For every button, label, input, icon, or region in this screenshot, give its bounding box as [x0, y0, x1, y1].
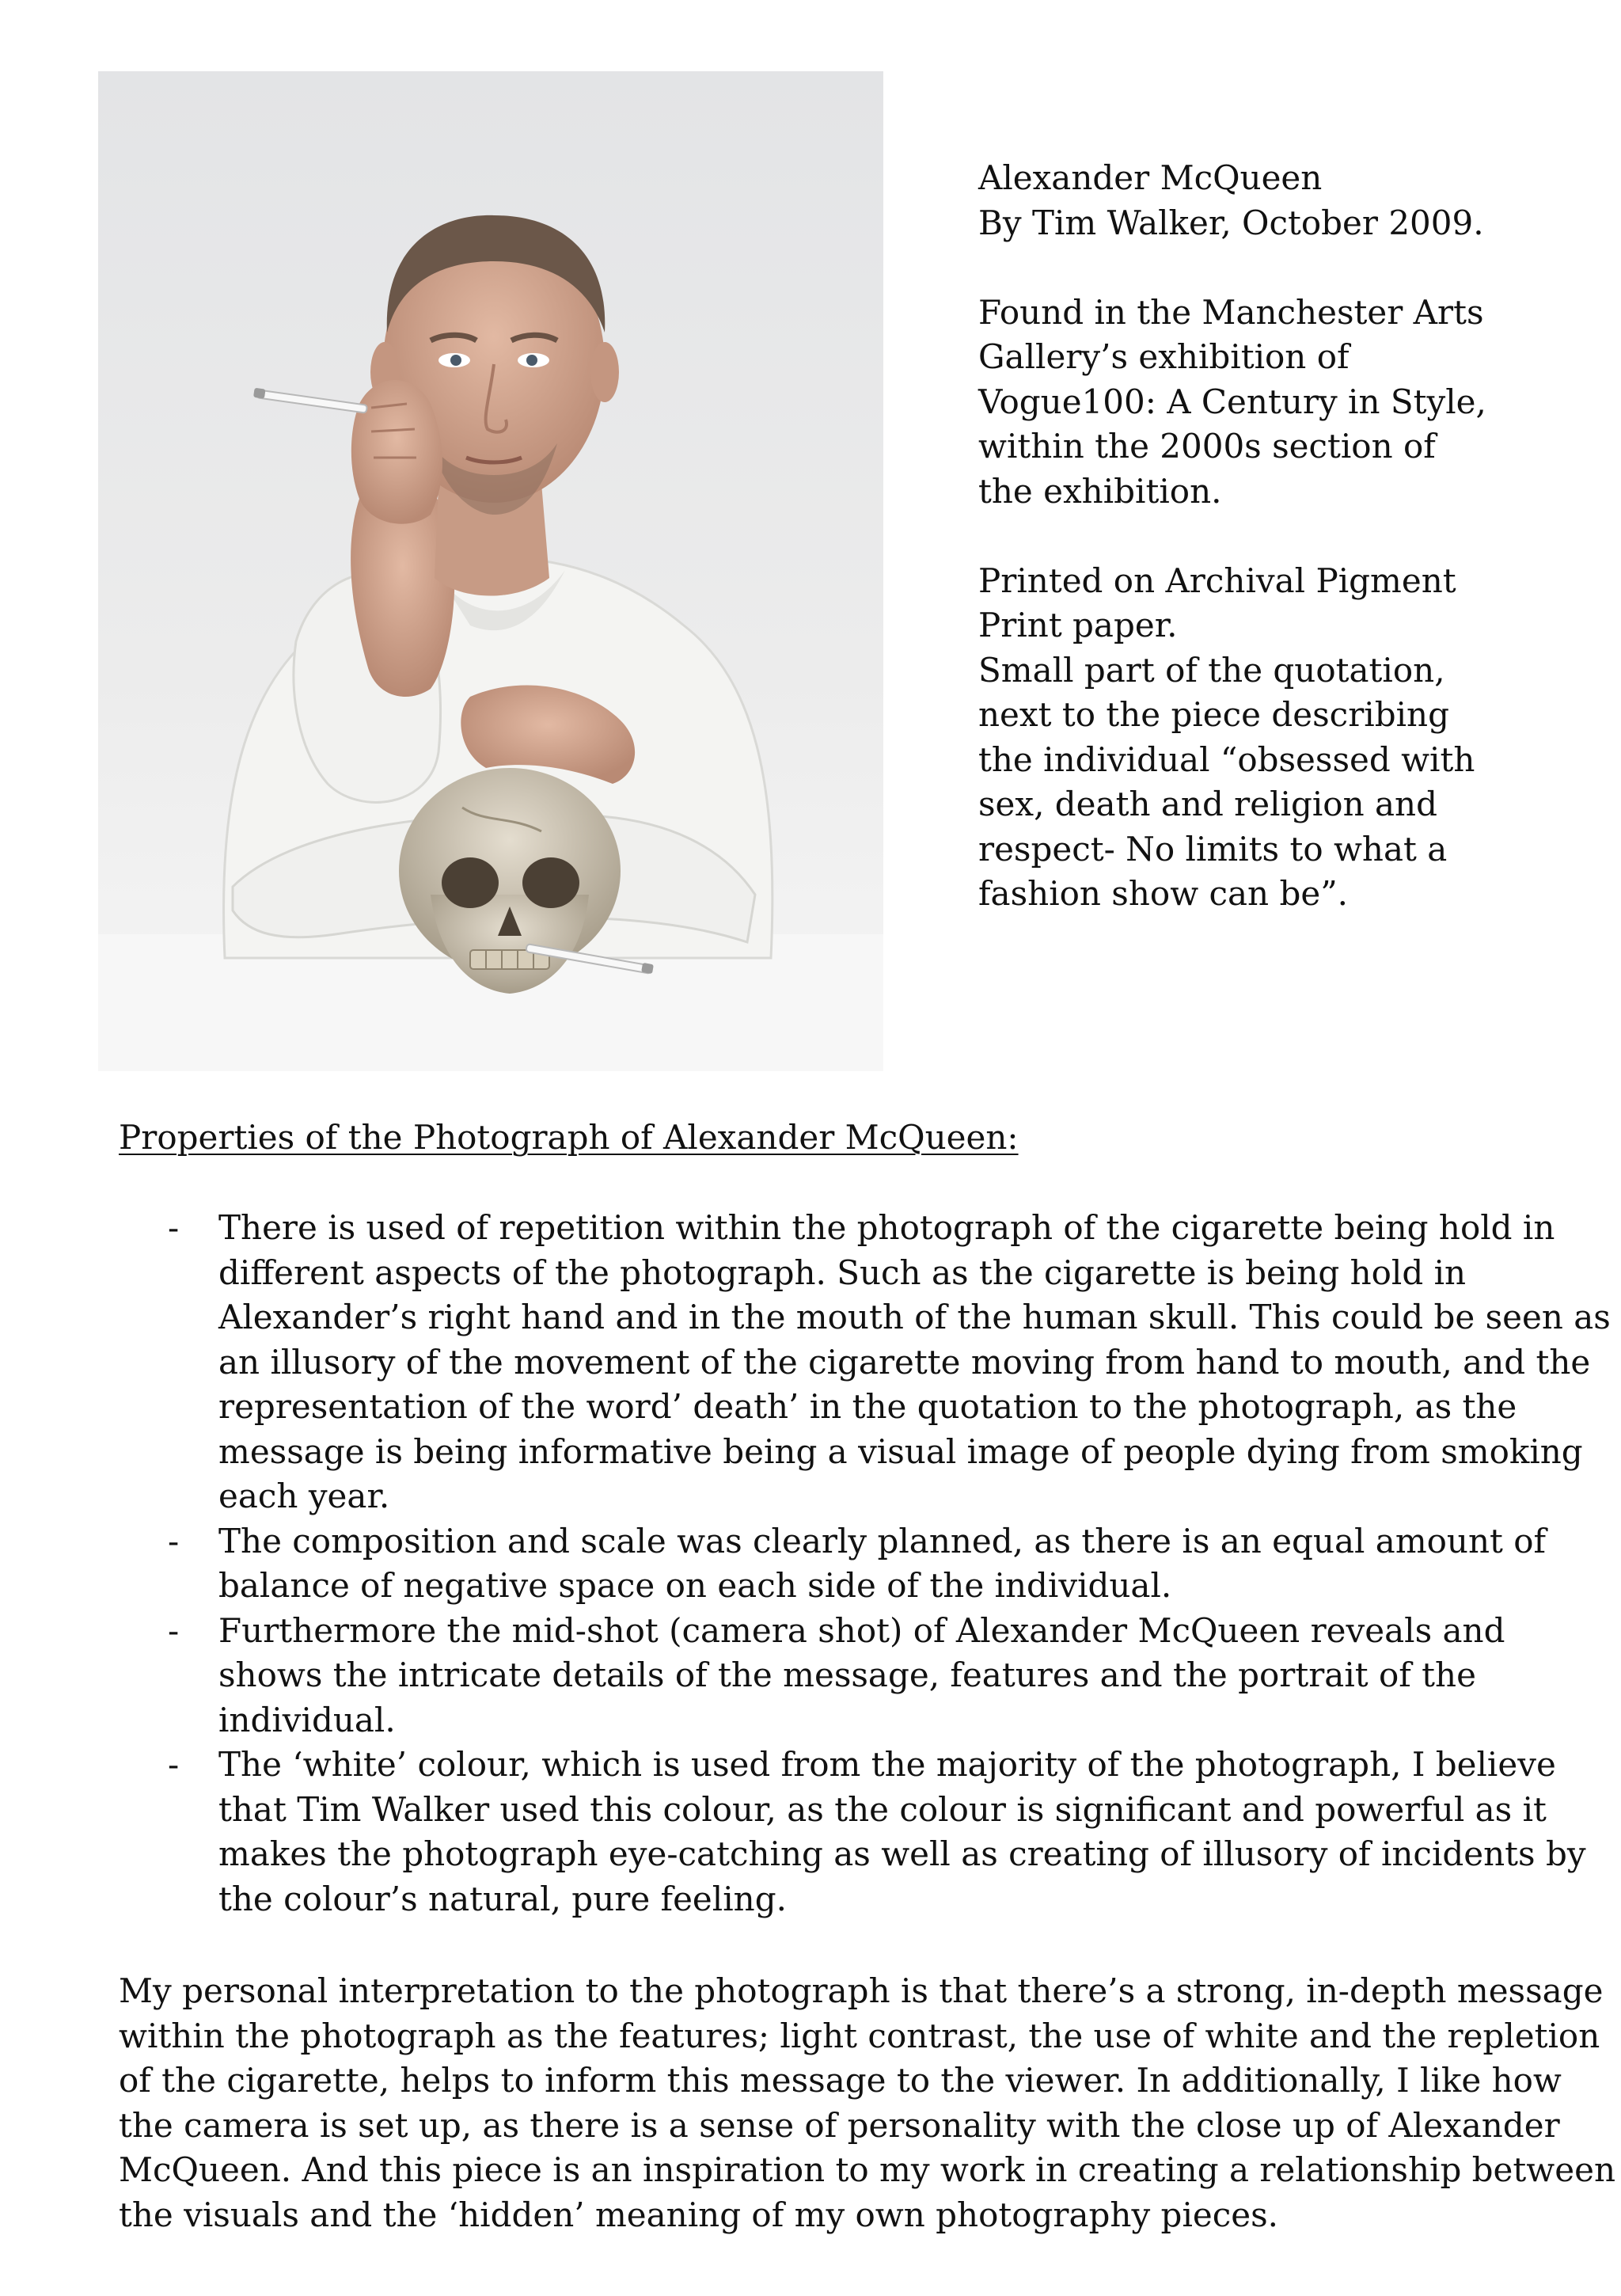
- caption-line: fashion show can be”.: [978, 874, 1349, 913]
- list-item-line: balance of negative space on each side of the individual.: [218, 1566, 1172, 1605]
- list-item: [119, 1206, 1611, 1519]
- list-item-line: makes the photograph eye-catching as well as creating of illusory of incidents by: [218, 1834, 1586, 1873]
- list-item-line: Furthermore the mid-shot (camera shot) of Alexander McQueen reveals and: [218, 1610, 1505, 1650]
- caption-spacer: [978, 514, 1564, 559]
- bullet-dash: -: [168, 1610, 180, 1650]
- list-item-line: the colour’s natural, pure feeling.: [218, 1879, 787, 1918]
- photo-caption: [978, 156, 1564, 917]
- section-heading: Properties of the Photograph of Alexander McQueen:: [119, 1118, 1019, 1157]
- caption-title: Alexander McQueen: [978, 158, 1323, 197]
- caption-line: respect- No limits to what a: [978, 829, 1448, 869]
- paragraph-line: My personal interpretation to the photograph is that there’s a strong, in-depth message: [119, 1971, 1604, 2010]
- list-item-line: an illusory of the movement of the cigarette moving from hand to mouth, and the: [218, 1342, 1591, 1382]
- list-item-line: that Tim Walker used this colour, as the colour is significant and powerful as it: [218, 1789, 1547, 1829]
- list-item-line: Alexander’s right hand and in the mouth of the human skull. This could be seen as: [218, 1298, 1611, 1336]
- caption-line: Gallery’s exhibition of: [978, 337, 1350, 376]
- interpretation-paragraph: [119, 1969, 1616, 2237]
- list-item-line: shows the intricate details of the message, features and the portrait of the: [218, 1655, 1476, 1694]
- caption-line: the exhibition.: [978, 471, 1222, 511]
- list-item-line: message is being informative being a visual image of people dying from smoking: [218, 1431, 1583, 1471]
- bullet-dash: -: [168, 1745, 180, 1784]
- paragraph-line: McQueen. And this piece is an inspiration to my work in creating a relationship between: [119, 2150, 1616, 2189]
- caption-line: Vogue100: A Century in Style,: [978, 382, 1486, 421]
- caption-line: the individual “obsessed with: [978, 739, 1475, 779]
- caption-line: Print paper.: [978, 606, 1178, 644]
- list-item-line: There is used of repetition within the photograph of the cigarette being hold in: [218, 1208, 1555, 1247]
- bullet-dash: -: [168, 1521, 180, 1560]
- paragraph-line: within the photograph as the features; light contrast, the use of white and the repletion: [119, 2016, 1600, 2055]
- list-item: [119, 1519, 1591, 1609]
- list-item-line: The ‘white’ colour, which is used from the majority of the photograph, I believe: [218, 1745, 1556, 1784]
- list-item-line: representation of the word’ death’ in the quotation to the photograph, as the: [218, 1387, 1517, 1426]
- caption-line: Found in the Manchester Arts: [978, 292, 1484, 332]
- caption-line: Printed on Archival Pigment: [978, 561, 1456, 600]
- properties-list: [119, 1206, 1611, 1922]
- caption-line: within the 2000s section of: [978, 427, 1436, 466]
- paragraph-line: the camera is set up, as there is a sense of personality with the close up of Alexander: [119, 2105, 1560, 2145]
- caption-credit: By Tim Walker, October 2009.: [978, 203, 1484, 242]
- list-item-line: each year.: [218, 1477, 390, 1515]
- portrait-photograph: [98, 71, 883, 1071]
- paragraph-line: of the cigarette, helps to inform this message to the viewer. In additionally, I like how: [119, 2061, 1562, 2100]
- caption-spacer: [978, 245, 1564, 291]
- paragraph-line: the visuals and the ‘hidden’ meaning of my own photography pieces.: [119, 2195, 1279, 2234]
- list-item: [119, 1609, 1591, 1743]
- bullet-dash: -: [168, 1208, 180, 1247]
- caption-line: next to the piece describing: [978, 695, 1449, 734]
- list-item: [119, 1743, 1591, 1922]
- list-item-line: The composition and scale was clearly planned, as there is an equal amount of: [218, 1521, 1547, 1560]
- caption-line: Small part of the quotation,: [978, 650, 1445, 690]
- caption-line: sex, death and religion and: [978, 785, 1437, 823]
- list-item-line: different aspects of the photograph. Such as the cigarette is being hold in: [218, 1253, 1467, 1292]
- list-item-line: individual.: [218, 1700, 396, 1739]
